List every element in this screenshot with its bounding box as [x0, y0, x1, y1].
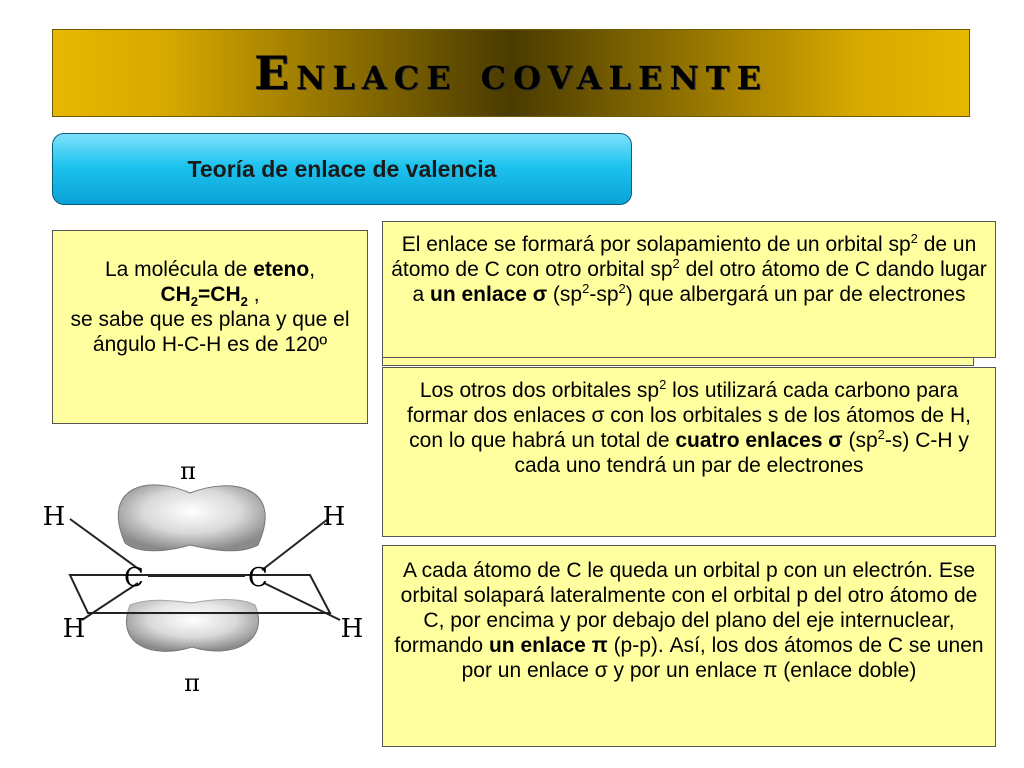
- ethene-orbital-diagram: [30, 455, 370, 700]
- formula-sub-2: 2: [240, 294, 248, 310]
- c-right: C: [248, 563, 268, 593]
- h-bottom-right: H: [340, 614, 364, 644]
- pi-text-2: (p-p). Así, los dos átomos de C se unen por un enlace σ y por un enlace π (enlace doble): [461, 634, 984, 682]
- slide-title: Enlace covalente: [254, 46, 768, 100]
- ch-bond-box: [382, 367, 996, 537]
- sigma-bond-box: [382, 221, 996, 358]
- eteno-comma: ,: [309, 258, 316, 281]
- sigma-text-1: El enlace se formará por solapamiento de un orbital sp: [401, 233, 911, 256]
- eteno-info-box: [52, 230, 368, 424]
- sigma-sup-2: 2: [672, 256, 680, 271]
- formula-part-2: =CH: [198, 283, 241, 306]
- sigma-sup-4: 2: [618, 281, 626, 296]
- pi-text-1: A cada átomo de C le queda un orbital p con un electrón. Ese orbital solapará lateralmente con el orbital p del otro átomo de C, por encima y por debajo del plano del eje internuclear, formando: [394, 559, 978, 657]
- sigma-text-6: ) que albergará un par de electrones: [625, 283, 966, 306]
- sigma-sup-3: 2: [582, 281, 590, 296]
- ch-text-1: Los otros dos orbitales sp: [419, 379, 660, 402]
- slide-subtitle: Teoría de enlace de valencia: [187, 155, 497, 182]
- ch-sup-1: 2: [659, 377, 667, 392]
- molecular-plane: [70, 575, 330, 613]
- sigma-text-4: (sp: [547, 283, 583, 306]
- pi-label-top: π: [180, 457, 196, 485]
- pi-bold: un enlace π: [488, 634, 608, 657]
- h-top-left: H: [42, 502, 66, 532]
- pi-lobe-top: [118, 485, 265, 551]
- formula-part-1: CH: [160, 283, 191, 306]
- eteno-text-1: La molécula de: [104, 258, 254, 281]
- eteno-text-2: se sabe que es plana y que el ángulo H-C-H es de 120º: [70, 308, 350, 356]
- eteno-word: eteno: [253, 258, 310, 281]
- pi-bond-box: [382, 545, 996, 747]
- sigma-text-2: de un átomo de C con otro orbital sp: [391, 233, 977, 281]
- c-left: C: [124, 563, 144, 593]
- sigma-sup-1: 2: [910, 231, 918, 246]
- pi-label-bottom: π: [184, 669, 200, 697]
- sigma-text-5: -sp: [589, 283, 619, 306]
- eteno-formula: [160, 283, 248, 310]
- title-banner: [52, 29, 970, 117]
- ch-bold: cuatro enlaces σ: [675, 429, 843, 452]
- bond-h-c-top-right: [262, 519, 328, 570]
- ch-sup-2: 2: [877, 427, 885, 442]
- h-bottom-left: H: [62, 614, 86, 644]
- sigma-text-3: del otro átomo de C dando lugar a: [412, 258, 987, 306]
- formula-part-3: ,: [247, 283, 260, 306]
- ch-text-3: (sp: [842, 429, 878, 452]
- h-top-right: H: [322, 502, 346, 532]
- subtitle-banner: [52, 133, 632, 205]
- ch-text-2: los utilizará cada carbono para formar dos enlaces σ con los orbitales s de los átomos de H, con lo que habrá un total de: [407, 379, 971, 452]
- ch-text-4: -s) C-H y cada uno tendrá un par de electrones: [514, 429, 969, 477]
- sigma-bold: un enlace σ: [430, 283, 548, 306]
- formula-sub-1: 2: [190, 294, 199, 310]
